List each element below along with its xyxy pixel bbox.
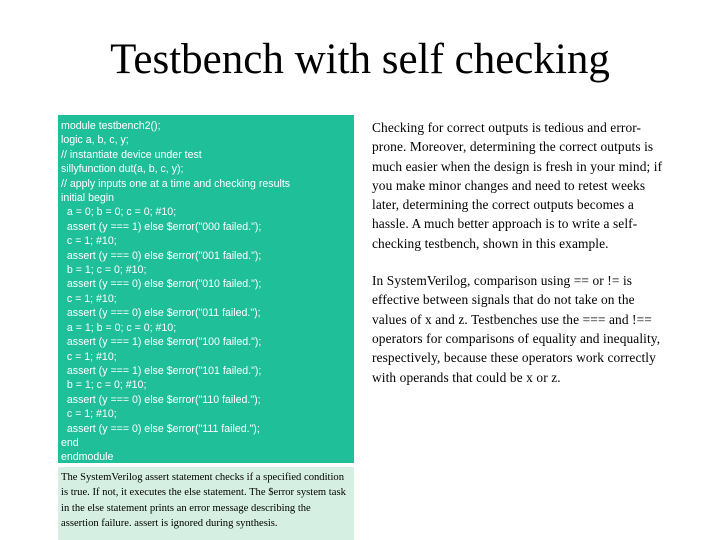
code-line: initial begin [61,192,115,205]
explanation-paragraph: In SystemVerilog, comparison using == or != is effective between signals that do not take on the values of x and z. Testbenches use the === and !== operators for comparisons of equality and inequality, respectively, because these operators work correctly with operands that could be x or z. [372,273,661,385]
code-line: c = 1; #10; [61,292,117,305]
code-line: a = 0; b = 0; c = 0; #10; [61,206,177,219]
code-line: assert (y === 1) else $error("000 failed."); [61,220,262,233]
code-line: assert (y === 0) else $error("011 failed."); [61,307,261,320]
code-line: sillyfunction dut(a, b, c, y); [61,163,184,176]
code-line: b = 1; c = 0; #10; [61,379,147,392]
code-line: assert (y === 0) else $error("111 failed."); [61,422,260,435]
code-line: endmodule [61,451,114,463]
code-line: // apply inputs one at a time and checking results [61,177,291,190]
note-text: The SystemVerilog assert statement checks if a specified condition is true. If not, it executes the else statement. The $error system task in the else statement prints an error message describing the assertion failure. assert is ignored during synthesis. [61,472,346,529]
code-line: a = 1; b = 0; c = 0; #10; [61,321,177,334]
code-line: assert (y === 1) else $error("100 failed."); [61,336,262,349]
code-line: assert (y === 0) else $error("110 failed."); [61,393,261,406]
code-line: end [61,436,79,449]
code-line: // instantiate device under test [61,148,202,161]
explanation-paragraph: Checking for correct outputs is tedious and error-prone. Moreover, determining the correct outputs is much easier when the design is fresh in your mind; if you make minor changes and need to retest weeks later, determining the correct outputs becomes a hassle. A much better approach is to write a self-checking testbench, shown in this example. [372,120,663,251]
slide-title: Testbench with self checking [110,36,610,83]
code-line: assert (y === 0) else $error("010 failed."); [61,278,262,291]
code-line: c = 1; #10; [61,408,117,421]
note-box [58,467,354,540]
code-line: assert (y === 1) else $error("101 failed."); [61,364,262,377]
code-line: assert (y === 0) else $error("001 failed."); [61,249,262,262]
explanation-column [372,118,664,387]
code-line: c = 1; #10; [61,350,117,363]
code-line: b = 1; c = 0; #10; [61,264,147,277]
code-line: c = 1; #10; [61,235,117,248]
code-line: module testbench2(); [61,120,161,132]
code-block [58,115,354,463]
code-line: logic a, b, c, y; [61,134,129,147]
